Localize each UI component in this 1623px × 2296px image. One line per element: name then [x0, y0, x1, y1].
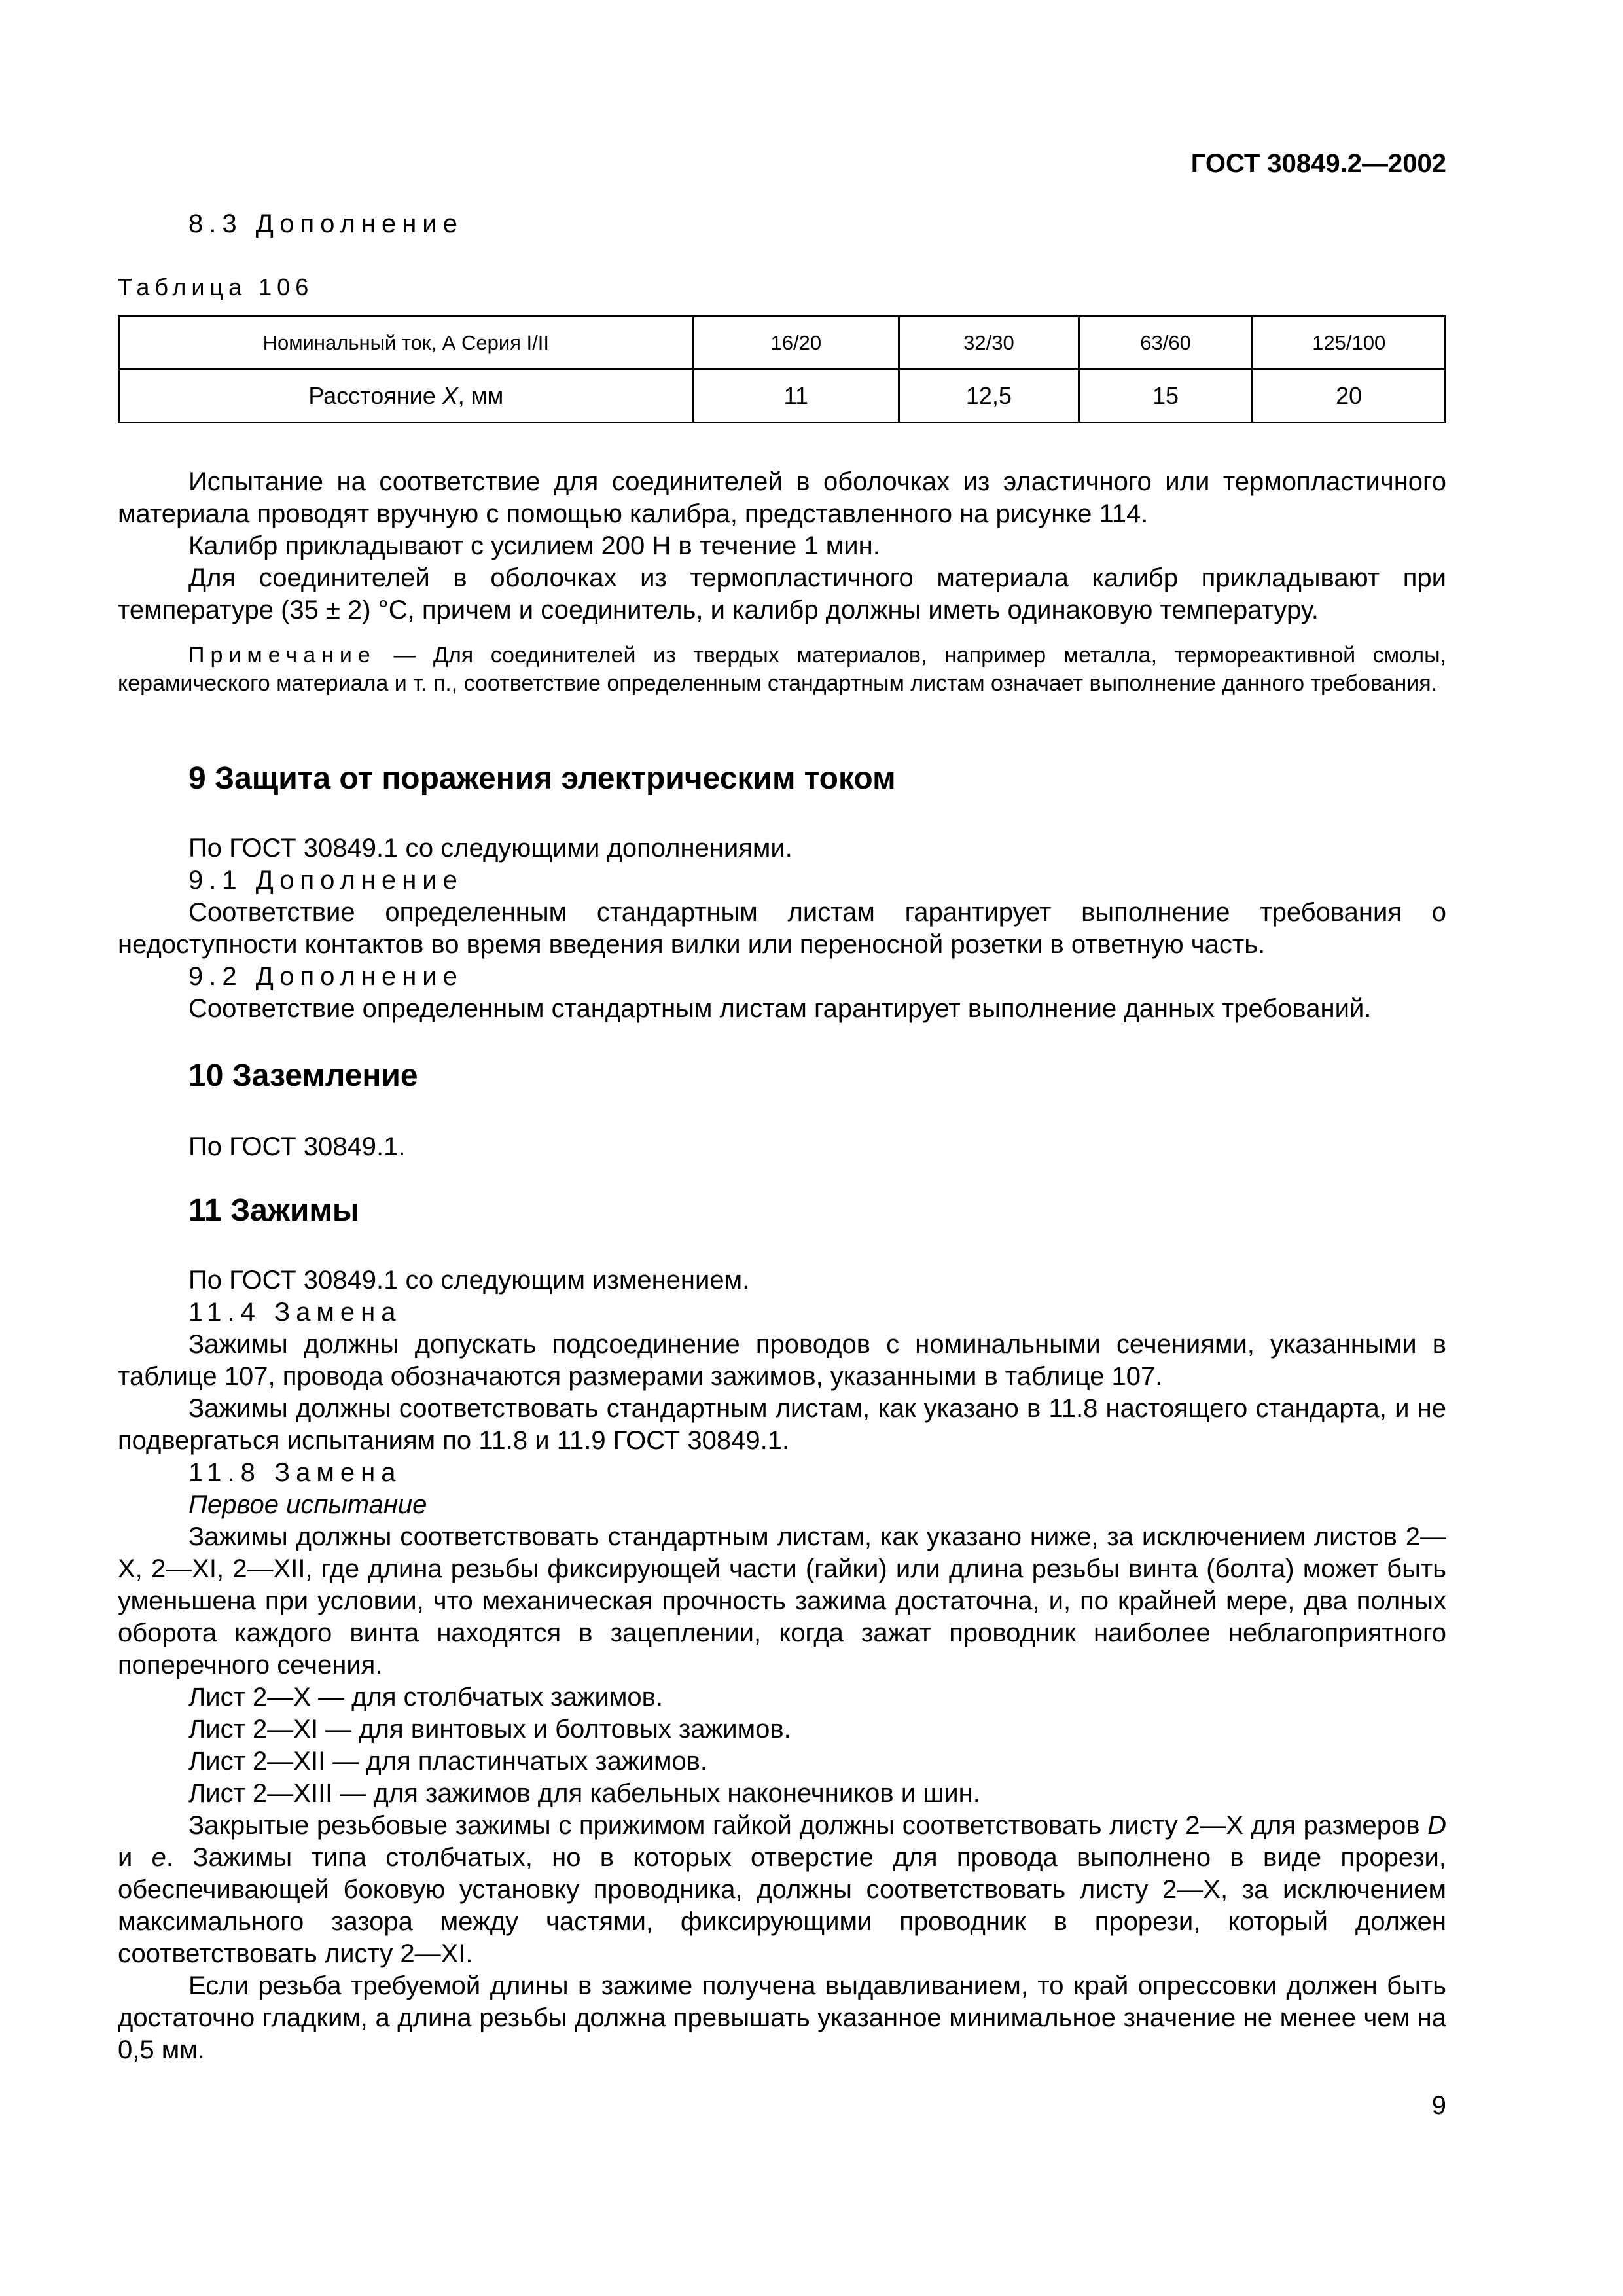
table-row	[119, 317, 1446, 370]
document-code: ГОСТ 30849.2—2002	[1190, 149, 1446, 178]
subsection-label: 9.2 Дополнение	[188, 962, 463, 991]
table-cell: 15	[1079, 370, 1253, 423]
paragraph: По ГОСТ 30849.1.	[188, 1132, 406, 1161]
paragraph: Зажимы должны соответствовать стандартным листам, как указано в 11.8 настоящего стандарта, и не подвергаться испытаниям по 11.8 и 11.9 ГОСТ 30849.1.	[118, 1394, 1446, 1455]
note	[118, 641, 1446, 698]
table-cell	[119, 370, 694, 423]
paragraph: Если резьба требуемой длины в зажиме получена выдавливанием, то край опрессовки должен быть достаточно гладким, а длина резьбы должна превышать указанное минимальное значение не менее чем на 0,5 мм.	[118, 1971, 1446, 2064]
paragraph: Для соединителей в оболочках из термопластичного материала калибр прикладывают при температуре (35 ± 2) °С, причем и соединитель, и калибр должны иметь одинаковую температуру.	[118, 564, 1446, 624]
table-row	[119, 370, 1446, 423]
section-10-heading: 10 Заземление	[188, 1058, 418, 1093]
paragraph: По ГОСТ 30849.1 со следующими дополнениями.	[188, 834, 793, 863]
text-run: Закрытые резьбовые зажимы с прижимом гайкой должны соответствовать листу 2—X для размеров	[188, 1811, 1428, 1840]
table-caption: Таблица 106	[118, 274, 314, 300]
table-cell: 125/100	[1253, 317, 1446, 370]
text-run: и	[118, 1843, 152, 1872]
table-cell: Номинальный ток, А Серия I/II	[119, 317, 694, 370]
paragraph	[118, 1810, 1446, 1970]
distance-label-suffix: , мм	[457, 382, 504, 409]
table-106	[118, 315, 1446, 423]
variable-D: D	[1427, 1811, 1446, 1840]
table-cell: 20	[1253, 370, 1446, 423]
list-item: Лист 2—XII — для пластинчатых зажимов.	[188, 1747, 708, 1776]
section-8-3-label-block	[118, 208, 1446, 240]
list-item: Лист 2—XIII — для зажимов для кабельных наконечников и шин.	[188, 1779, 980, 1808]
table-cell: 11	[693, 370, 899, 423]
note-text: — Для соединителей из твердых материалов, например металла, термореактивной смолы, керамического материала и т. п., соответствие определенным стандартным листам означает выполнение данного требования.	[118, 643, 1446, 696]
section-9-body	[118, 833, 1446, 1025]
paragraph: По ГОСТ 30849.1 со следующим изменением.	[188, 1266, 750, 1295]
page-number: 9	[1431, 2091, 1446, 2120]
paragraph: Соответствие определенным стандартным листам гарантирует выполнение требования о недоступности контактов во время введения вилки или переносной розетки в ответную часть.	[118, 898, 1446, 959]
distance-label-variable: X	[442, 382, 458, 409]
list-item: Лист 2—XI — для винтовых и болтовых зажимов.	[188, 1715, 791, 1744]
subsection-subtitle: Первое испытание	[188, 1490, 427, 1519]
paragraph: Соответствие определенным стандартным листам гарантирует выполнение данных требований.	[188, 994, 1372, 1023]
note-label: Примечание	[188, 643, 376, 668]
table-cell: 12,5	[899, 370, 1079, 423]
section-11-heading: 11 Зажимы	[188, 1193, 359, 1228]
table-cell: 63/60	[1079, 317, 1253, 370]
section-8-3-label: 8.3 Дополнение	[188, 209, 463, 238]
test-paragraphs	[118, 466, 1446, 626]
distance-label-prefix: Расстояние	[308, 382, 442, 409]
subsection-label: 9.1 Дополнение	[188, 866, 463, 895]
paragraph: Зажимы должны соответствовать стандартным листам, как указано ниже, за исключением листов 2—X, 2—XI, 2—XII, где длина резьбы фиксирующей части (гайки) или длина резьбы винта (болта) может быть уменьшена при условии, что механическая прочность зажима достаточна, и, по крайней мере, два полных оборота каждого винта находятся в зацеплении, когда зажат проводник наиболее неблагоприятного поперечного сечения.	[118, 1522, 1446, 1679]
subsection-label: 11.4 Замена	[188, 1298, 402, 1327]
section-9-heading: 9 Защита от поражения электрическим током	[188, 761, 896, 796]
section-11-body	[118, 1265, 1446, 2066]
variable-e: е	[151, 1843, 166, 1872]
paragraph: Калибр прикладывают с усилием 200 Н в течение 1 мин.	[188, 531, 880, 560]
table-cell: 16/20	[693, 317, 899, 370]
section-10-body	[118, 1131, 1446, 1163]
subsection-label: 11.8 Замена	[188, 1458, 402, 1487]
table-cell: 32/30	[899, 317, 1079, 370]
paragraph: Испытание на соответствие для соединителей в оболочках из эластичного или термопластичного материала проводят вручную с помощью калибра, представленного на рисунке 114.	[118, 467, 1446, 528]
paragraph: Зажимы должны допускать подсоединение проводов с номинальными сечениями, указанными в таблице 107, провода обозначаются размерами зажимов, указанными в таблице 107.	[118, 1330, 1446, 1391]
list-item: Лист 2—X — для столбчатых зажимов.	[188, 1683, 663, 1712]
text-run: . Зажимы типа столбчатых, но в которых отверстие для провода выполнено в виде прорези, обеспечивающей боковую установку проводника, должны соответствовать листу 2—X, за исключением максимального зазора между частями, фиксирующими проводник в прорези, который должен соответствовать листу 2—XI.	[118, 1843, 1446, 1968]
